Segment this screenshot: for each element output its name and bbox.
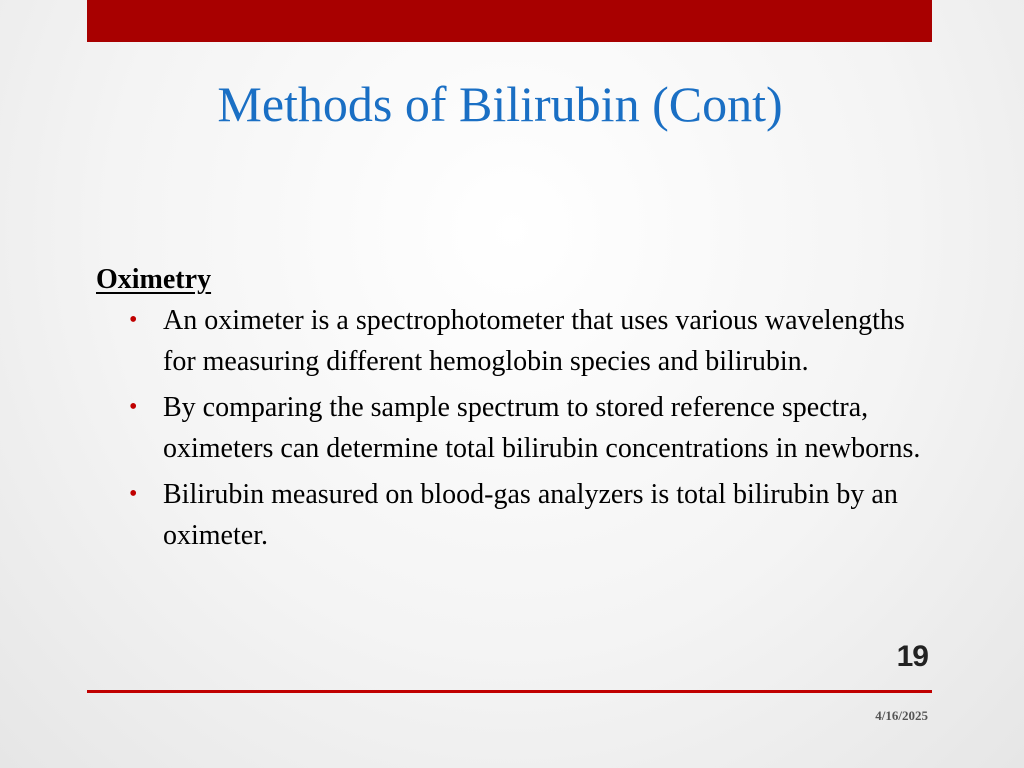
slide-content [96,262,926,561]
bullet-icon: • [129,394,138,420]
bullet-text: Bilirubin measured on blood-gas analyzers is total bilirubin by an oximeter. [163,479,898,551]
page-number: 19 [896,640,928,673]
bullet-item [96,300,926,382]
bullet-text: By comparing the sample spectrum to stored reference spectra, oximeters can determine total bilirubin concentrations in newborns. [163,392,921,464]
bullet-list [96,300,926,556]
bottom-divider [87,690,932,693]
bullet-item [96,474,926,556]
slide-title: Methods of Bilirubin (Cont) [217,76,783,132]
bullet-item [96,387,926,469]
top-accent-bar [87,0,932,42]
bullet-icon: • [129,481,138,507]
section-heading: Oximetry [96,264,212,295]
slide-date: 4/16/2025 [875,708,928,723]
bullet-icon: • [129,307,138,333]
bullet-text: An oximeter is a spectrophotometer that uses various wavelengths for measuring different hemoglobin species and bilirubin. [163,305,905,377]
